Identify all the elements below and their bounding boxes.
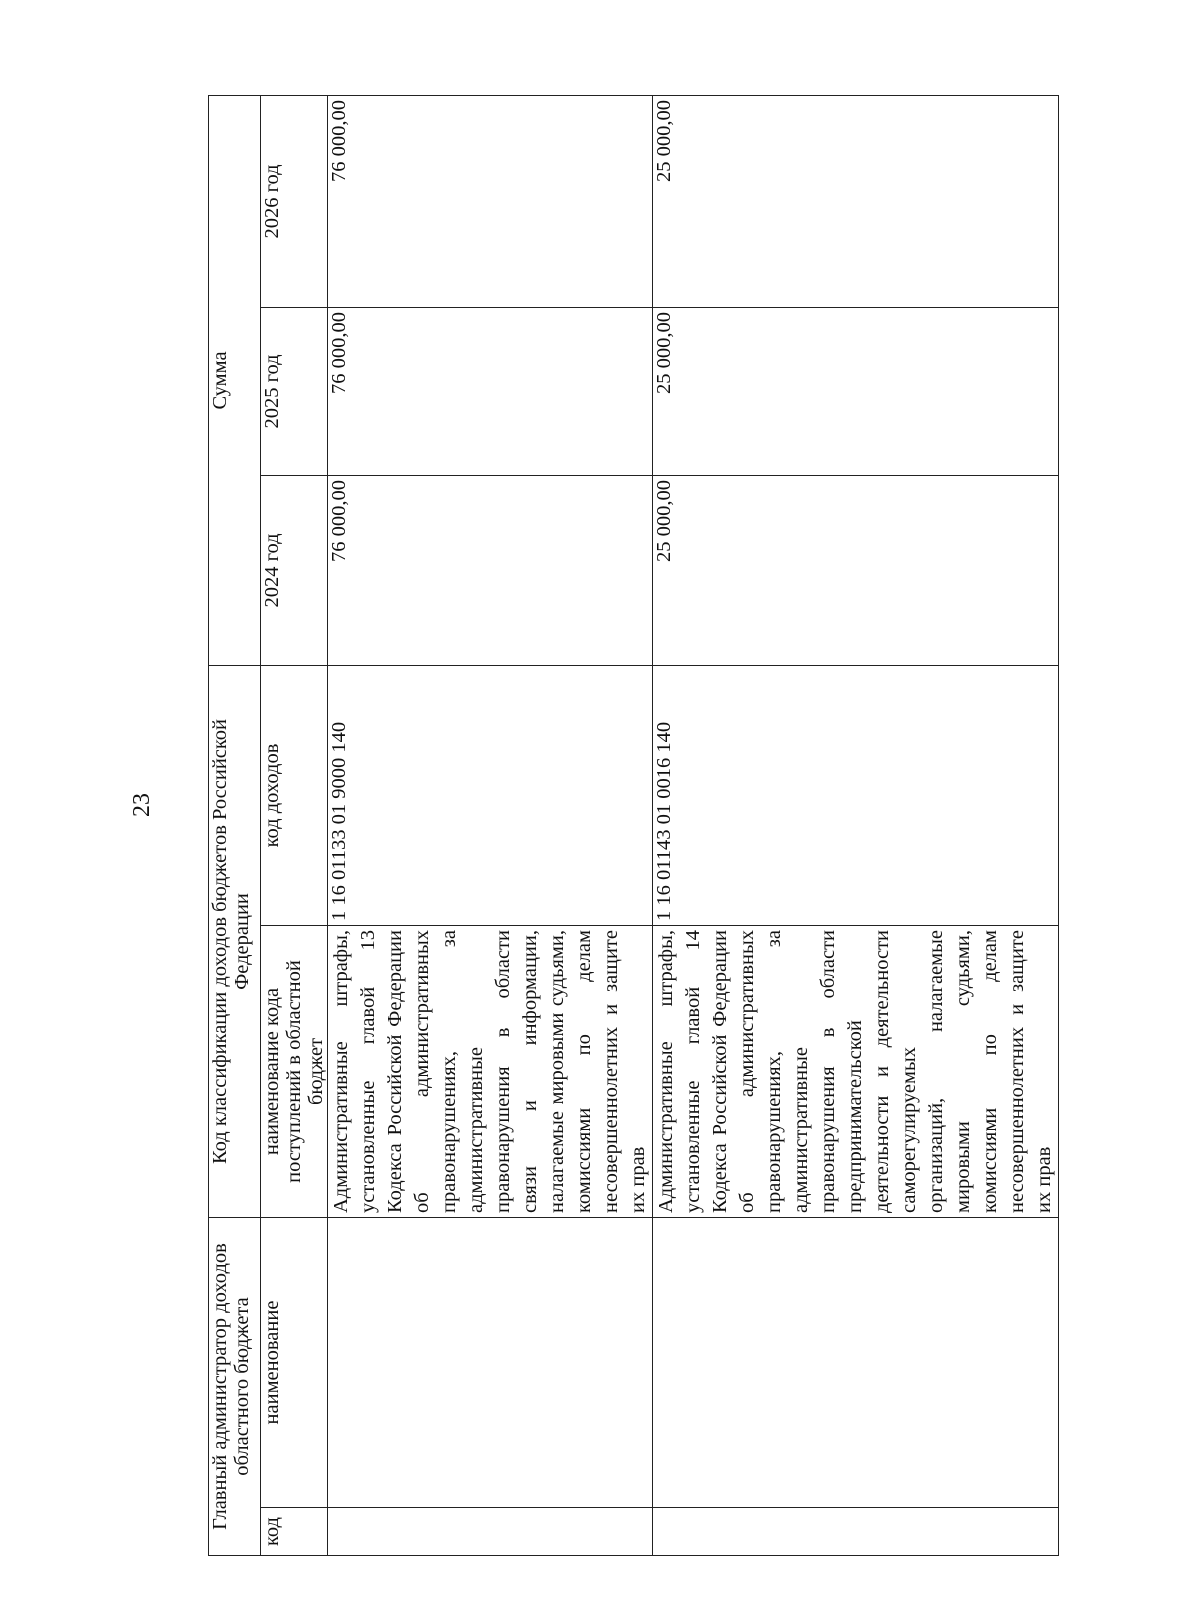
row-description: Административные штрафы, установленные главой 14 Кодекса Российской Федерации об административных правонарушениях, за административные правонарушения в области предпринимательской деятельности и деятельности саморегулируемых организаций, налагаемые мировыми судьями, комиссиями по делам несовершеннолетних и защите их прав — [653, 926, 1059, 1218]
sum-group-header: Сумма — [209, 95, 261, 665]
classification-group-header: Код классификации доходов бюджетов Российской Федерации — [209, 665, 261, 1217]
row-name — [328, 1218, 653, 1508]
page-number: 23 — [129, 793, 155, 817]
col-2026-header: 2026 год — [261, 95, 328, 307]
col-code-header: код — [261, 1508, 328, 1556]
row-amount-2024: 25 000,00 — [653, 475, 1059, 665]
row-description: Административные штрафы, установленные главой 13 Кодекса Российской Федерации об административных правонарушениях, за административные правонарушения в области связи и информации, налагаемые мировыми судьями, комиссиями по делам несовершеннолетних и защите их прав — [328, 926, 653, 1218]
row-amount-2026: 25 000,00 — [653, 95, 1059, 307]
col-income-name-header: наименование кода поступлений в областной бюджет — [261, 926, 328, 1218]
header-row-2 — [261, 95, 328, 1555]
row-income-code: 1 16 01143 01 0016 140 — [653, 665, 1059, 925]
table-row — [653, 95, 1059, 1555]
row-amount-2026: 76 000,00 — [328, 95, 653, 307]
row-amount-2025: 25 000,00 — [653, 307, 1059, 475]
header-row-1 — [209, 95, 261, 1555]
admin-group-header: Главный администратор доходов областного бюджета — [209, 1218, 261, 1556]
budget-table — [208, 95, 1059, 1556]
row-amount-2025: 76 000,00 — [328, 307, 653, 475]
row-name — [653, 1218, 1059, 1508]
col-income-code-header: код доходов — [261, 665, 328, 925]
row-code — [653, 1508, 1059, 1556]
row-income-code: 1 16 01133 01 9000 140 — [328, 665, 653, 925]
row-code — [328, 1508, 653, 1556]
col-2024-header: 2024 год — [261, 475, 328, 665]
col-name-header: наименование — [261, 1218, 328, 1508]
row-amount-2024: 76 000,00 — [328, 475, 653, 665]
col-2025-header: 2025 год — [261, 307, 328, 475]
table-row — [328, 95, 653, 1555]
rotated-table-frame — [208, 96, 1055, 1556]
